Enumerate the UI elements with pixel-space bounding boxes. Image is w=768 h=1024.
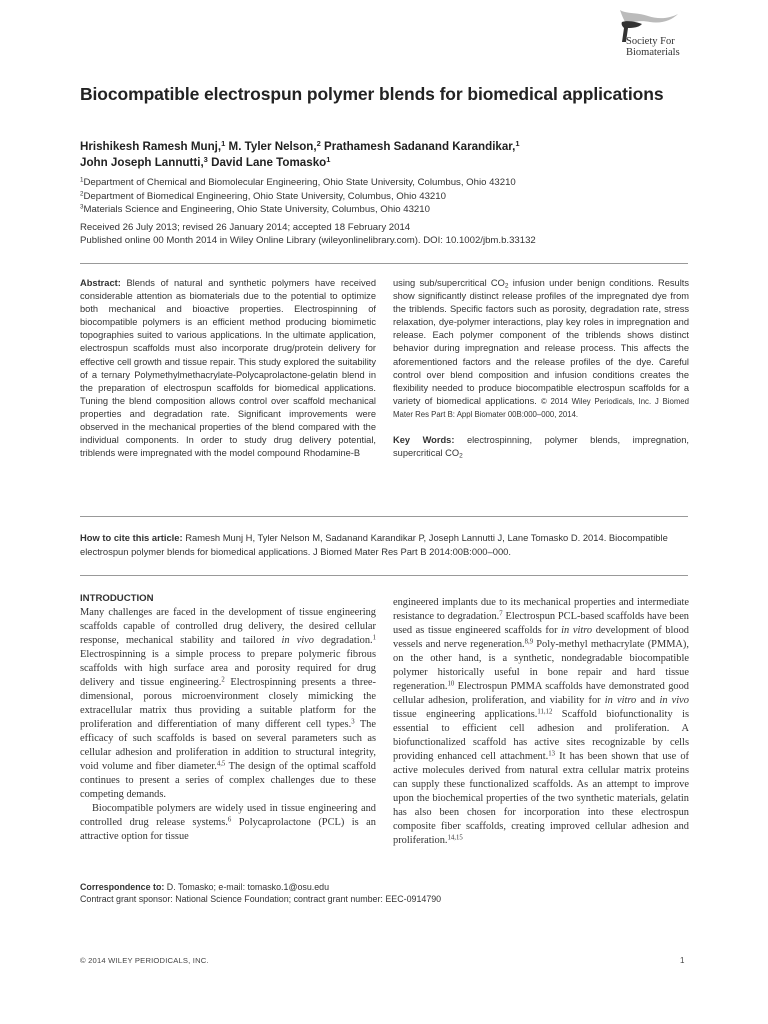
correspondence: Correspondence to: D. Tomasko; e-mail: tomasko.1@osu.edu Contract grant sponsor: National Science Foundation; contract grant number: EEC-0914790: [80, 882, 442, 904]
affiliation-list: [80, 176, 516, 217]
section-heading-introduction: INTRODUCTION: [80, 593, 154, 604]
abstract-label: Abstract:: [80, 278, 121, 288]
author-affiliation-mark: 1: [326, 154, 331, 164]
affiliation: $^1$Department of Chemical and Biomolecular Engineering, Ohio State University, Columbus, Ohio 43210: [80, 176, 516, 188]
abstract-text-continued: infusion under benign conditions. Results show significantly distinct release profiles of the impregnated dye from the triblends. Specific factors such as porosity, degradation rate, stress relaxation, dye-polymer interactions, play key roles in impregnation and release. Each polymer component of the triblends shows distinct behavior during impregnation and release process. This affects the aforementioned factors and the release profiles of the dye. Careful control over blend composition and infusion conditions creates the flexibility needed to produce biocompatible electrospun scaffolds for a variety of biomedical applications.: [393, 278, 689, 406]
author-affiliation-mark: 1: [221, 138, 226, 148]
divider: [80, 263, 688, 264]
body-right-column: [393, 596, 689, 848]
author-name: M. Tyler Nelson,: [228, 140, 317, 153]
affiliation: $^2$Department of Biomedical Engineering, Ohio State University, Columbus, Ohio 43210: [80, 190, 446, 202]
body-paragraph: Many challenges are faced in the development of tissue engineering scaffolds capable of controlled drug delivery, the desired cellular response, mechanical stability and tailored in vivo degradation.$^1$ Electrospinning is a simple process to prepare polymeric fibrous scaffolds with high surface area and porosity required for drug delivery and tissue engineering.$^2$ Electrospinning presents a three-dimensional, porous microenvironment closely mimicking the extracellular matrix thus providing a suitable platform for the proliferation and differentiation of many different cell types.$^3$ The efficacy of such scaffolds is based on several parameters such as cellular adhesion and proliferation in addition to structural integrity, void volume and fiber diameter.$^{4,5}$ The design of the optimal scaffold continues to present a series of complex challenges due to these competing demands.: [80, 607, 376, 800]
author-affiliation-mark: 3: [203, 154, 208, 164]
received-dates: Received 26 July 2013; revised 26 January 2014; accepted 18 February 2014: [80, 222, 411, 233]
keywords-label: Key Words:: [393, 435, 455, 446]
author-name: Prathamesh Sadanand Karandikar,: [324, 140, 516, 153]
abstract-left-column: [80, 277, 376, 460]
grant-info: Contract grant sponsor: National Science Foundation; contract grant number: EEC-0914790: [80, 894, 442, 904]
body-paragraph: engineered implants due to its mechanical properties and intermediate resistance to degradation.$^7$ Electrospun PCL-based scaffolds have been used as tissue engineered scaffolds for in vitro development of blood vessels and nerve regeneration.$^{8,9}$ Poly-methyl methacrylate (PMMA), on the other hand, is a synthetic, nondegradable biocompatible polymer historically useful in bone repair and hard tissue regeneration.$^{10}$ Electrospun PMMA scaffolds have demonstrated good cellular adhesion, proliferation, and viability for in vitro and in vivo tissue engineering applications.$^{11,12}$ Scaffold biofunctionality is essential to efficient cell adhesion and proliferation. A biofunctionalized scaffold has active sites recognizable by cells providing enhanced cell attachment.$^{13}$ It has been shown that use of active molecules derived from natural extra cellular matrix proteins can supply these functionalized scaffolds. As an attempt to improve upon the biochemical properties of the two synthetic materials, gelatin has also been chosen for incorporation into these electrospun composite fiber scaffolds, creating improved cellular adhesion and proliferation.$^{14,15}$: [393, 597, 690, 846]
logo-line-2: Biomaterials: [626, 47, 680, 58]
author-name: John Joseph Lannutti,: [80, 156, 204, 169]
footer-copyright: © 2014 WILEY PERIODICALS, INC.: [80, 956, 209, 965]
author-list: [80, 139, 700, 171]
page-number: 1: [680, 956, 685, 965]
author-affiliation-mark: 2: [316, 138, 321, 148]
paper-title: Biocompatible electrospun polymer blends for biomedical applications: [80, 84, 664, 104]
publication-dates: [80, 221, 536, 247]
published-online: Published online 00 Month 2014 in Wiley Online Library (wileyonlinelibrary.com). DOI: 10.1002/jbm.b.33132: [80, 235, 536, 246]
body-left-column: [80, 606, 376, 844]
correspondence-label: Correspondence to:: [80, 882, 165, 892]
keywords: Key Words: electrospinning, polymer blends, impregnation, supercritical $CO_2$: [393, 435, 689, 460]
author-name: Hrishikesh Ramesh Munj,: [80, 140, 222, 153]
divider: [80, 516, 688, 517]
author-name: David Lane Tomasko: [211, 156, 327, 169]
abstract-copyright: © 2014 Wiley Periodicals, Inc. J Biomed Mater Res Part B: Appl Biomater 00B:000–000, 2014.: [393, 396, 689, 419]
how-to-cite: How to cite this article: Ramesh Munj H, Tyler Nelson M, Sadanand Karandikar P, Joseph Lannutti J, Lane Tomasko D. 2014. Biocompatible electrospun polymer blends for biomedical applications. J Biomed Mater Res Part B 2014:00B:000–000.: [80, 532, 668, 557]
logo-line-1: Society For: [626, 36, 675, 47]
logo-text: [626, 36, 680, 58]
abstract-text: Blends of natural and synthetic polymers have received considerable attention as biomaterials due to the potential to optimize both mechanical and bioactive properties. Electrospinning of biocompatible polymers is an efficient method producing biomimetic topographies suited to various applications. In the ultimate application, electrospun scaffolds must also incorporate drug/protein delivery for effective cell growth and tissue repair. This study explored the suitability of a ternary Polymethylmethacrylate-Polycaprolactone-gelatin blend in the preparation of electrospun scaffolds for biomedical applications. Tuning the blend composition allows control over scaffold mechanical properties and degradation rate. Significant improvements were observed in the mechanical properties of the blend compared with the individual components. In order to study drug delivery potential, triblends were impregnated with the model compound Rhodamine-B: [80, 278, 376, 459]
body-paragraph: Biocompatible polymers are widely used in tissue engineering and controlled drug release systems.$^6$ Polycaprolactone (PCL) is an attractive option for tissue: [80, 803, 376, 842]
divider: [80, 575, 688, 576]
author-affiliation-mark: 1: [515, 138, 520, 148]
affiliation: $^3$Materials Science and Engineering, Ohio State University, Columbus, Ohio 43210: [80, 203, 430, 215]
abstract-right-column: using sub/supercritical $CO_2$ infusion under benign conditions. Results show significantly distinct release profiles of the impregnated dye from the triblends. Specific factors such as porosity, degradation rate, stress relaxation, dye-polymer interactions, play key roles in impregnation and release. Each polymer component of the triblends shows distinct behavior during impregnation and release process. This affects the aforementioned factors and the release profiles of the dye. Careful control over blend composition and infusion conditions creates the flexibility needed to produce biocompatible electrospun scaffolds for a variety of biomedical applications. © 2014 Wiley Periodicals, Inc. J Biomed Mater Res Part B: Appl Biomater 00B:000–000, 2014. Key Words: electrospinning, polymer blends, impregnation, supercritical $CO_2$: [393, 278, 689, 460]
cite-label: How to cite this article:: [80, 532, 183, 543]
